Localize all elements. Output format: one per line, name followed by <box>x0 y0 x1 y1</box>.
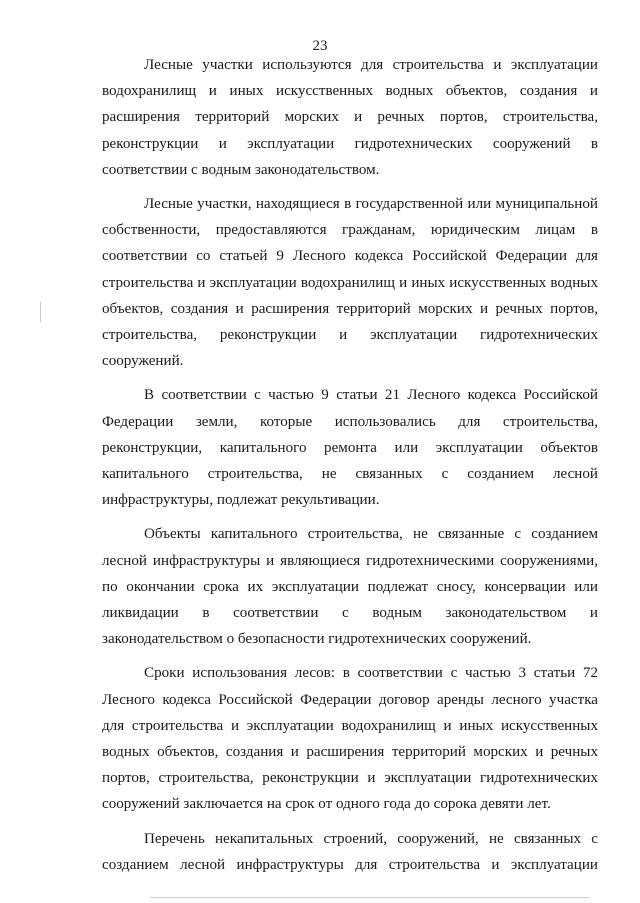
page-number: 23 <box>312 38 328 54</box>
paragraph-3: В соответствии с частью 9 статьи 21 Лесного кодекса Российской Федерации земли, которые использовались для строительства, реконструкции, капитального ремонта или эксплуатации объектов капитального строительства, не связанных с созданием лесной инфраструктуры, подлежат рекультивации. <box>102 387 598 509</box>
scan-bottom-edge <box>150 897 590 898</box>
document-body <box>102 52 598 878</box>
paragraph-6: Перечень некапитальных строений, сооружений, не связанных с созданием лесной инфраструктуры для строительства и эксплуатации <box>102 830 598 873</box>
scan-margin-mark <box>40 302 41 322</box>
paragraph-2: Лесные участки, находящиеся в государственной или муниципальной собственности, предоставляются гражданам, юридическим лицам в соответствии со статьей 9 Лесного кодекса Российской Федерации для строительства и эксплуатации водохранилищ и иных искусственных водных объектов, создания и расширения территорий морских и речных портов, строительства, реконструкции и эксплуатации гидротехнических сооружений. <box>102 196 598 370</box>
paragraph-5: Сроки использования лесов: в соответствии с частью 3 статьи 72 Лесного кодекса Российской Федерации договор аренды лесного участка для строительства и эксплуатации водохранилищ и иных искусственных водных объектов, создания и расширения территорий морских и речных портов, строительства, реконструкции и эксплуатации гидротехнических сооружений заключается на срок от одного года до сорока девяти лет. <box>102 665 598 813</box>
paragraph-4: Объекты капитального строительства, не связанные с созданием лесной инфраструктуры и являющиеся гидротехническими сооружениями, по окончании срока их эксплуатации подлежат сносу, консервации или ликвидации в соответствии с водным законодательством и законодательством о безопасности гидротехнических сооружений. <box>102 526 598 648</box>
paragraph-1: Лесные участки используются для строительства и эксплуатации водохранилищ и иных искусственных водных объектов, создания и расширения территорий морских и речных портов, строительства, реконструкции и эксплуатации гидротехнических сооружений в соответствии с водным законодательством. <box>102 57 598 178</box>
